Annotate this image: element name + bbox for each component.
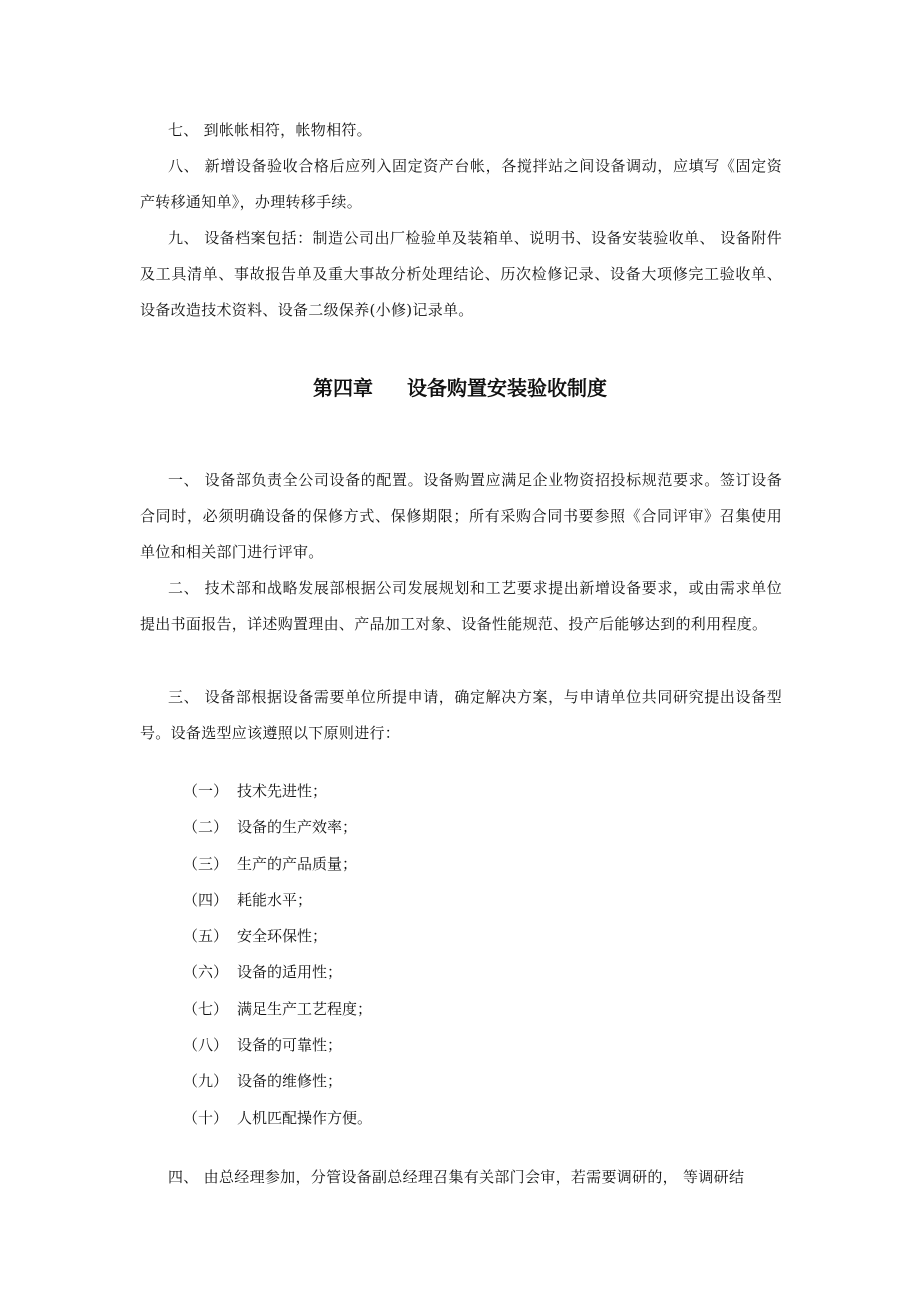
- paragraph-9: 九、 设备档案包括：制造公司出厂检验单及装箱单、说明书、设备安装验收单、 设备附件及工具清单、事故报告单及重大事故分析处理结论、历次检修记录、设备大项修完工验收单、设备改造技术资料、设备二级保养(小修)记录单。: [140, 229, 782, 319]
- list-item-text: 设备的维修性；: [237, 1072, 343, 1091]
- list-item: [183, 882, 372, 918]
- list-item-number: （三）: [183, 854, 229, 873]
- list-item-number: （十）: [183, 1108, 229, 1127]
- list-item: [183, 1063, 372, 1099]
- list-item: [183, 954, 372, 990]
- list-item-number: （四）: [183, 890, 229, 909]
- list-item-number: （一）: [183, 782, 229, 800]
- list-item-text: 安全环保性；: [237, 927, 328, 946]
- list-item-number: （九）: [183, 1072, 229, 1091]
- section-3: 三、 设备部根据设备需要单位所提申请，确定解决方案，与申请单位共同研究提出设备型号。设备选型应该遵照以下原则进行：: [140, 688, 782, 742]
- list-item: [183, 918, 372, 954]
- list-item-text: 设备的生产效率；: [237, 818, 358, 837]
- selection-principles-list: [183, 773, 372, 1136]
- list-item-number: （五）: [183, 927, 229, 946]
- section-2: 二、 技术部和战略发展部根据公司发展规划和工艺要求提出新增设备要求，或由需求单位提出书面报告，详述购置理由、产品加工对象、设备性能规范、投产后能够达到的利用程度。: [140, 579, 782, 633]
- section-4: 四、 由总经理参加，分管设备副总经理召集有关部门会审，若需要调研的， 等调研结: [168, 1168, 745, 1186]
- section-1: 一、 设备部负责全公司设备的配置。设备购置应满足企业物资招投标规范要求。签订设备合同时，必须明确设备的保修方式、保修期限；所有采购合同书要参照《合同评审》召集使用单位和相关部门进行评审。: [140, 471, 782, 561]
- list-item-text: 技术先进性；: [237, 782, 328, 800]
- paragraph-7: 七、 到帐帐相符，帐物相符。: [168, 121, 372, 139]
- list-item-text: 满足生产工艺程度；: [237, 999, 373, 1018]
- paragraph-8: 八、 新增设备验收合格后应列入固定资产台帐，各搅拌站之间设备调动，应填写《固定资产转移通知单》，办理转移手续。: [140, 157, 782, 211]
- list-item: [183, 1100, 372, 1136]
- chapter-title: 设备购置安装验收制度: [407, 376, 607, 400]
- chapter-heading: [0, 372, 920, 404]
- list-item-text: 人机匹配操作方便。: [237, 1108, 373, 1127]
- list-item: [183, 846, 372, 882]
- list-item-text: 生产的产品质量；: [237, 854, 358, 873]
- list-item: [183, 1027, 372, 1063]
- list-item: [183, 991, 372, 1027]
- list-item-number: （七）: [183, 999, 229, 1018]
- list-item: [183, 809, 372, 845]
- list-item: [183, 773, 372, 809]
- list-item-text: 设备的适用性；: [237, 963, 343, 982]
- list-item-text: 设备的可靠性；: [237, 1036, 343, 1055]
- list-item-number: （六）: [183, 963, 229, 982]
- list-item-number: （八）: [183, 1036, 229, 1055]
- list-item-text: 耗能水平；: [237, 890, 313, 909]
- chapter-number: 第四章: [313, 376, 373, 400]
- list-item-number: （二）: [183, 818, 229, 837]
